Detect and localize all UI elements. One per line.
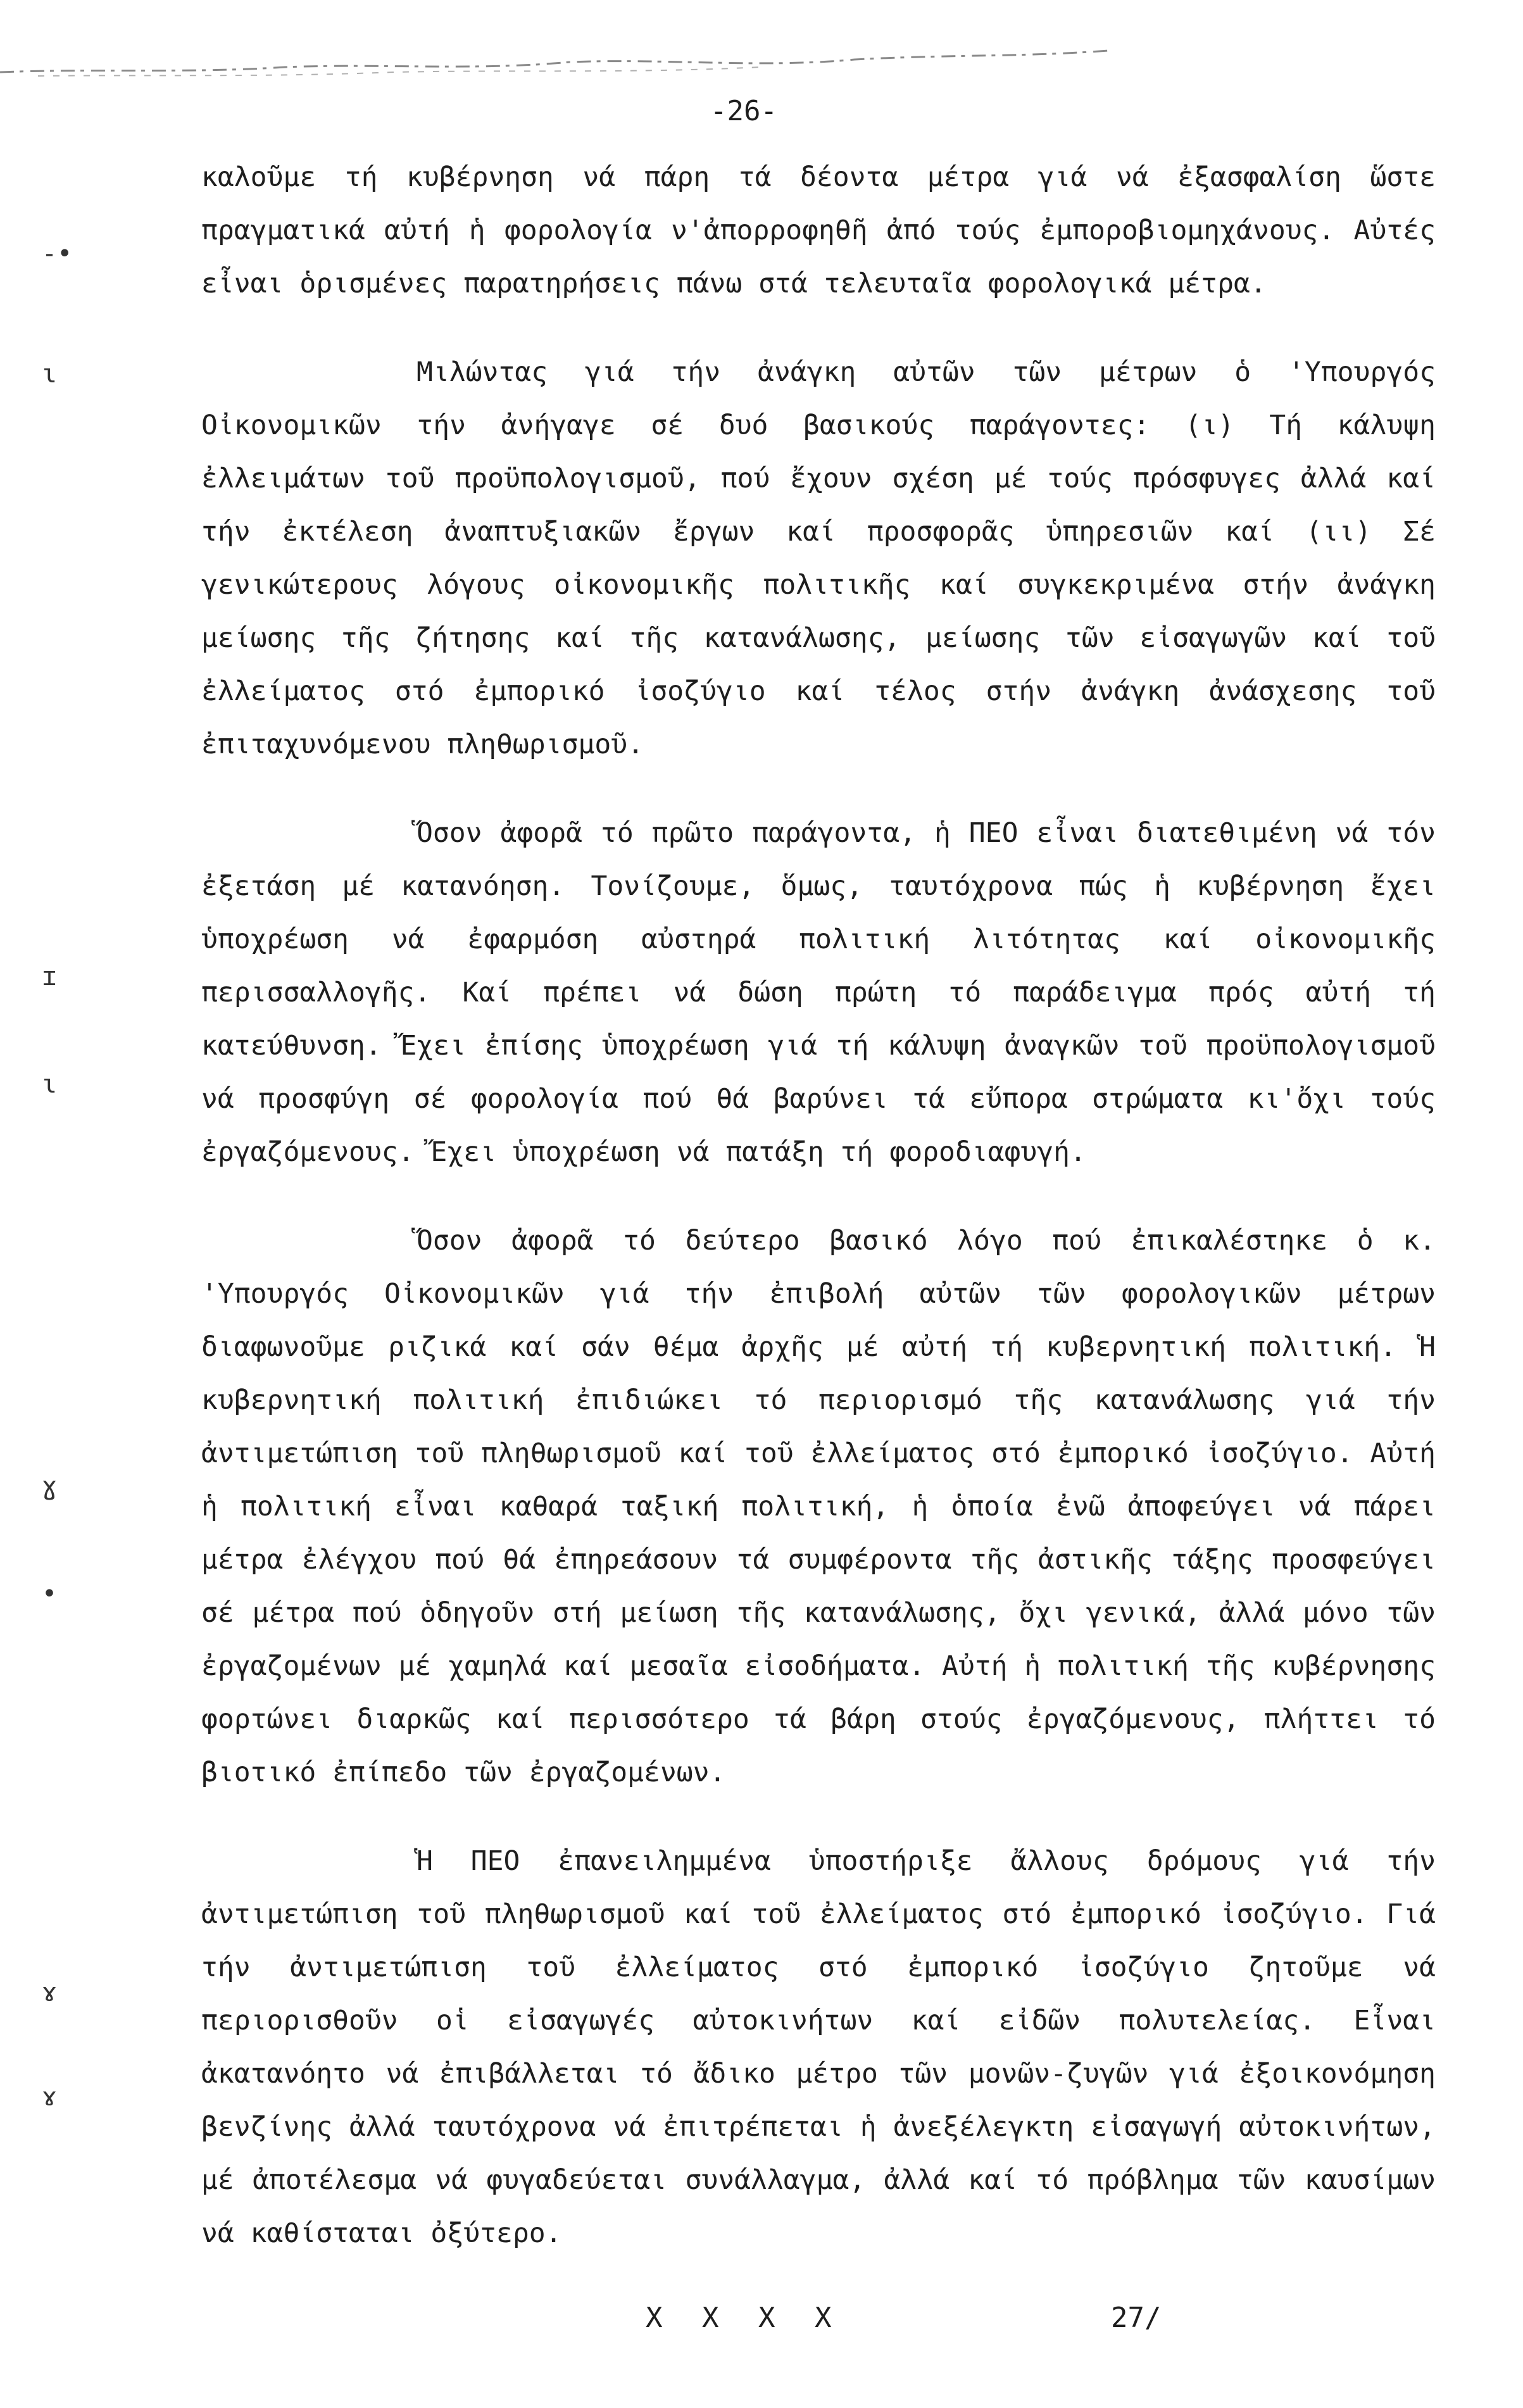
margin-mark: ɪ xyxy=(42,962,58,991)
paragraph: Μιλώντας γιά τήν ἀνάγκη αὐτῶν τῶν μέτρων ὁ 'Υπουργός Οἰκονομικῶν τήν ἀνήγαγε σέ δυό βασικούς παράγοντες: (ι) Τή κάλυψη ἐλλειμάτων τοῦ προϋπολογισμοῦ, πού ἔχουν σχέση μέ τούς πρόσφυγες ἀλλά καί τήν ἐκτέλεση ἀναπτυξιακῶν ἔργων καί προσφορᾶς ὑπηρεσιῶν καί (ιι) Σέ γενικώτερους λόγους οἰκονομικῆς πολιτικῆς καί συγκεκριμένα στήν ἀνάγκη μείωσης τῆς ζήτησης καί τῆς κατανάλωσης, μείωσης τῶν εἰσαγωγῶν καί τοῦ ἐλλείματος στό ἐμπορικό ἰσοζύγιο καί τέλος στήν ἀνάγκη ἀνάσχεσης τοῦ ἐπιταχυνόμενου πληθωρισμοῦ. xyxy=(201,356,1436,760)
footer-marks: X X X X xyxy=(646,2302,843,2334)
scan-artifact-line xyxy=(0,44,1108,82)
margin-mark: • xyxy=(42,1579,58,1608)
body-text xyxy=(201,151,1436,2295)
margin-mark: ɩ xyxy=(42,1070,58,1099)
margin-mark: ɤ xyxy=(42,1978,58,2007)
margin-mark: ɩ xyxy=(42,360,58,389)
margin-mark: -• xyxy=(42,239,73,268)
page-number: -26- xyxy=(710,95,777,127)
margin-mark: ɤ xyxy=(42,2083,58,2112)
margin-mark: ɣ xyxy=(42,1472,58,1501)
next-page-indicator: 27/ xyxy=(1111,2302,1162,2334)
paragraph: Ὅσον ἀφορᾶ τό πρῶτο παράγοντα, ἡ ΠΕΟ εἶναι διατεθιμένη νά τόν ἐξετάση μέ κατανόηση. Τονίζουμε, ὅμως, ταυτόχρονα πώς ἡ κυβέρνηση ἔχει ὑποχρέωση νά ἐφαρμόση αὐστηρά πολιτική λιτότητας καί οἰκονομικῆς περισσαλλογῆς. Καί πρέπει νά δώση πρώτη τό παράδειγμα πρός αὐτή τή κατεύθυνση. Ἔχει ἐπίσης ὑποχρέωση γιά τή κάλυψη ἀναγκῶν τοῦ προϋπολογισμοῦ νά προσφύγη σέ φορολογία πού θά βαρύνει τά εὔπορα στρώματα κι'ὄχι τούς ἐργαζόμενους. Ἔχει ὑποχρέωση νά πατάξη τή φοροδιαφυγή. xyxy=(201,817,1436,1168)
paragraph: Ὅσον ἀφορᾶ τό δεύτερο βασικό λόγο πού ἐπικαλέστηκε ὁ κ. 'Υπουργός Οἰκονομικῶν γιά τήν ἐπιβολή αὐτῶν τῶν φορολογικῶν μέτρων διαφωνοῦμε ριζικά καί σάν θέμα ἀρχῆς μέ αὐτή τή κυβερνητική πολιτική. Ἡ κυβερνητική πολιτική ἐπιδιώκει τό περιορισμό τῆς κατανάλωσης γιά τήν ἀντιμετώπιση τοῦ πληθωρισμοῦ καί τοῦ ἐλλείματος στό ἐμπορικό ἰσοζύγιο. Αὐτή ἡ πολιτική εἶναι καθαρά ταξική πολιτική, ἡ ὁποία ἐνῶ ἀποφεύγει νά πάρει μέτρα ἐλέγχου πού θά ἐπηρεάσουν τά συμφέροντα τῆς ἀστικῆς τάξης προσφεύγει σέ μέτρα πού ὁδηγοῦν στή μείωση τῆς κατανάλωσης, ὄχι γενικά, ἀλλά μόνο τῶν ἐργαζομένων μέ χαμηλά καί μεσαῖα εἰσοδήματα. Αὐτή ἡ πολιτική τῆς κυβέρνησης φορτώνει διαρκῶς καί περισσότερο τά βάρη στούς ἐργαζόμενους, πλήττει τό βιοτικό ἐπίπεδο τῶν ἐργαζομένων. xyxy=(201,1225,1436,1788)
paragraph: καλοῦμε τή κυβέρνηση νά πάρη τά δέοντα μέτρα γιά νά ἐξασφαλίση ὥστε πραγματικά αὐτή ἡ φορολογία ν'ἀπορροφηθῆ ἀπό τούς ἐμποροβιομηχάνους. Αὐτές εἶναι ὁρισμένες παρατηρήσεις πάνω στά τελευταῖα φορολογικά μέτρα. xyxy=(201,161,1436,299)
paragraph: Ἡ ΠΕΟ ἐπανειλημμένα ὑποστήριξε ἄλλους δρόμους γιά τήν ἀντιμετώπιση τοῦ πληθωρισμοῦ καί τοῦ ἐλλείματος στό ἐμπορικό ἰσοζύγιο. Γιά τήν ἀντιμετώπιση τοῦ ἐλλείματος στό ἐμπορικό ἰσοζύγιο ζητοῦμε νά περιορισθοῦν οἱ εἰσαγωγές αὐτοκινήτων καί εἰδῶν πολυτελείας. Εἶναι ἀκατανόητο νά ἐπιβάλλεται τό ἄδικο μέτρο τῶν μονῶν-ζυγῶν γιά ἐξοικονόμηση βενζίνης ἀλλά ταυτόχρονα νά ἐπιτρέπεται ἡ ἀνεξέλεγκτη εἰσαγωγή αὐτοκινήτων, μέ ἀποτέλεσμα νά φυγαδεύεται συνάλλαγμα, ἀλλά καί τό πρόβλημα τῶν καυσίμων νά καθίσταται ὀξύτερο. xyxy=(201,1845,1436,2249)
